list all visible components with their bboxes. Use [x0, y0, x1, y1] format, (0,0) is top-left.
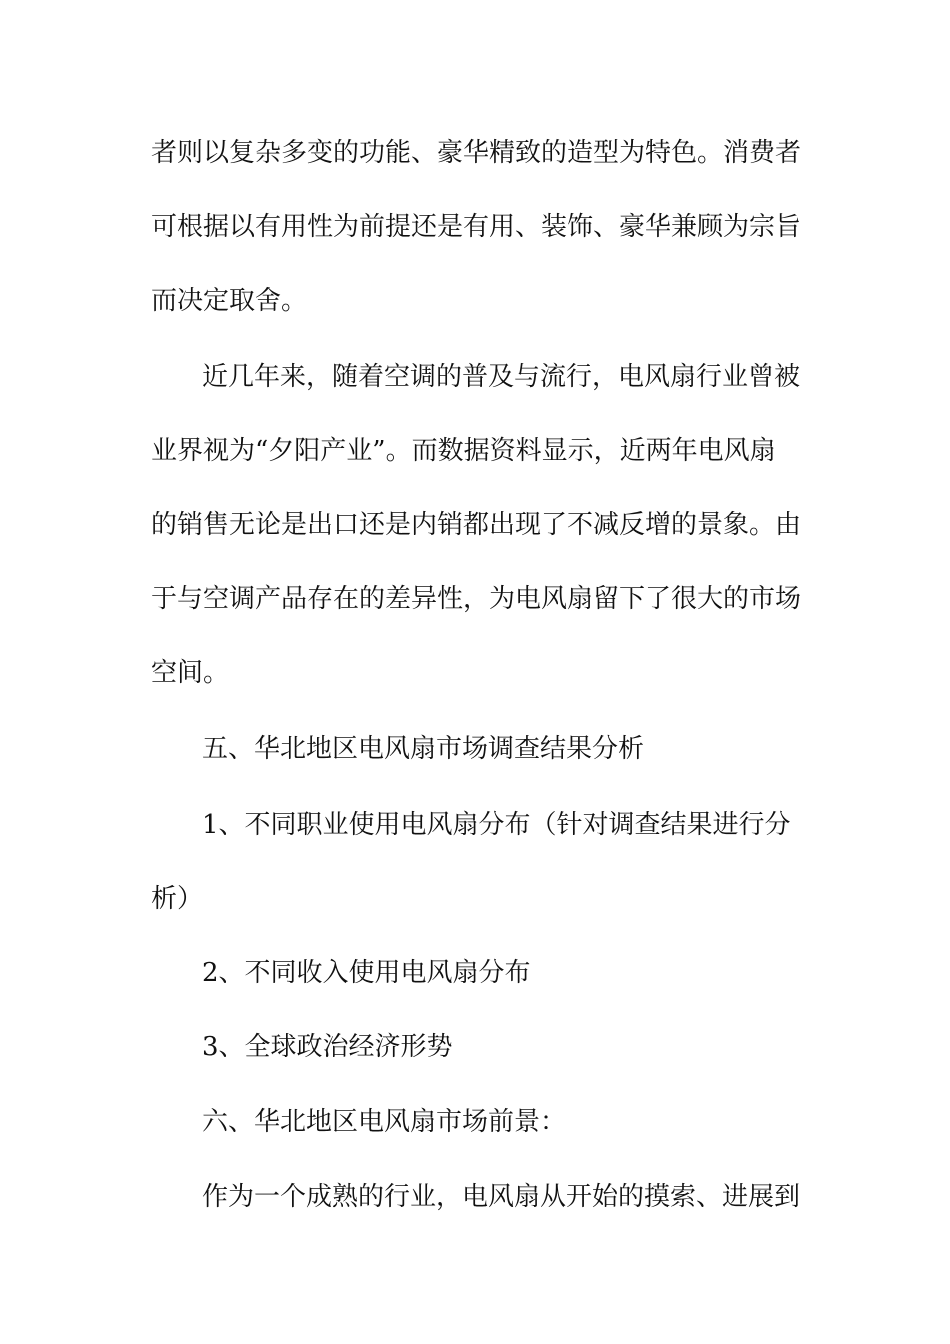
- paragraph-line: 可根据以有用性为前提还是有用、装饰、豪华兼顾为宗旨: [151, 212, 802, 242]
- paragraph-line: 业界视为“夕阳产业”。而数据资料显示，近两年电风扇: [151, 436, 776, 466]
- section-heading: 五、华北地区电风扇市场调查结果分析: [202, 734, 645, 764]
- paragraph-line: 而决定取舍。: [151, 286, 308, 316]
- list-item: 1、不同职业使用电风扇分布（针对调查结果进行分: [202, 810, 791, 840]
- paragraph-line: 作为一个成熟的行业，电风扇从开始的摸索、进展到: [202, 1182, 801, 1212]
- paragraph-line: 近几年来，随着空调的普及与流行，电风扇行业曾被: [202, 362, 801, 392]
- paragraph-line: 于与空调产品存在的差异性，为电风扇留下了很大的市场: [151, 584, 802, 614]
- section-heading: 六、华北地区电风扇市场前景：: [202, 1107, 567, 1137]
- paragraph-line: 者则以复杂多变的功能、豪华精致的造型为特色。消费者: [151, 138, 802, 168]
- list-item-continuation: 析）: [151, 884, 204, 914]
- paragraph-line: 空间。: [151, 658, 230, 688]
- list-item: 3、全球政治经济形势: [202, 1032, 453, 1062]
- paragraph-line: 的销售无论是出口还是内销都出现了不减反增的景象。由: [151, 510, 802, 540]
- list-item: 2、不同收入使用电风扇分布: [202, 958, 531, 988]
